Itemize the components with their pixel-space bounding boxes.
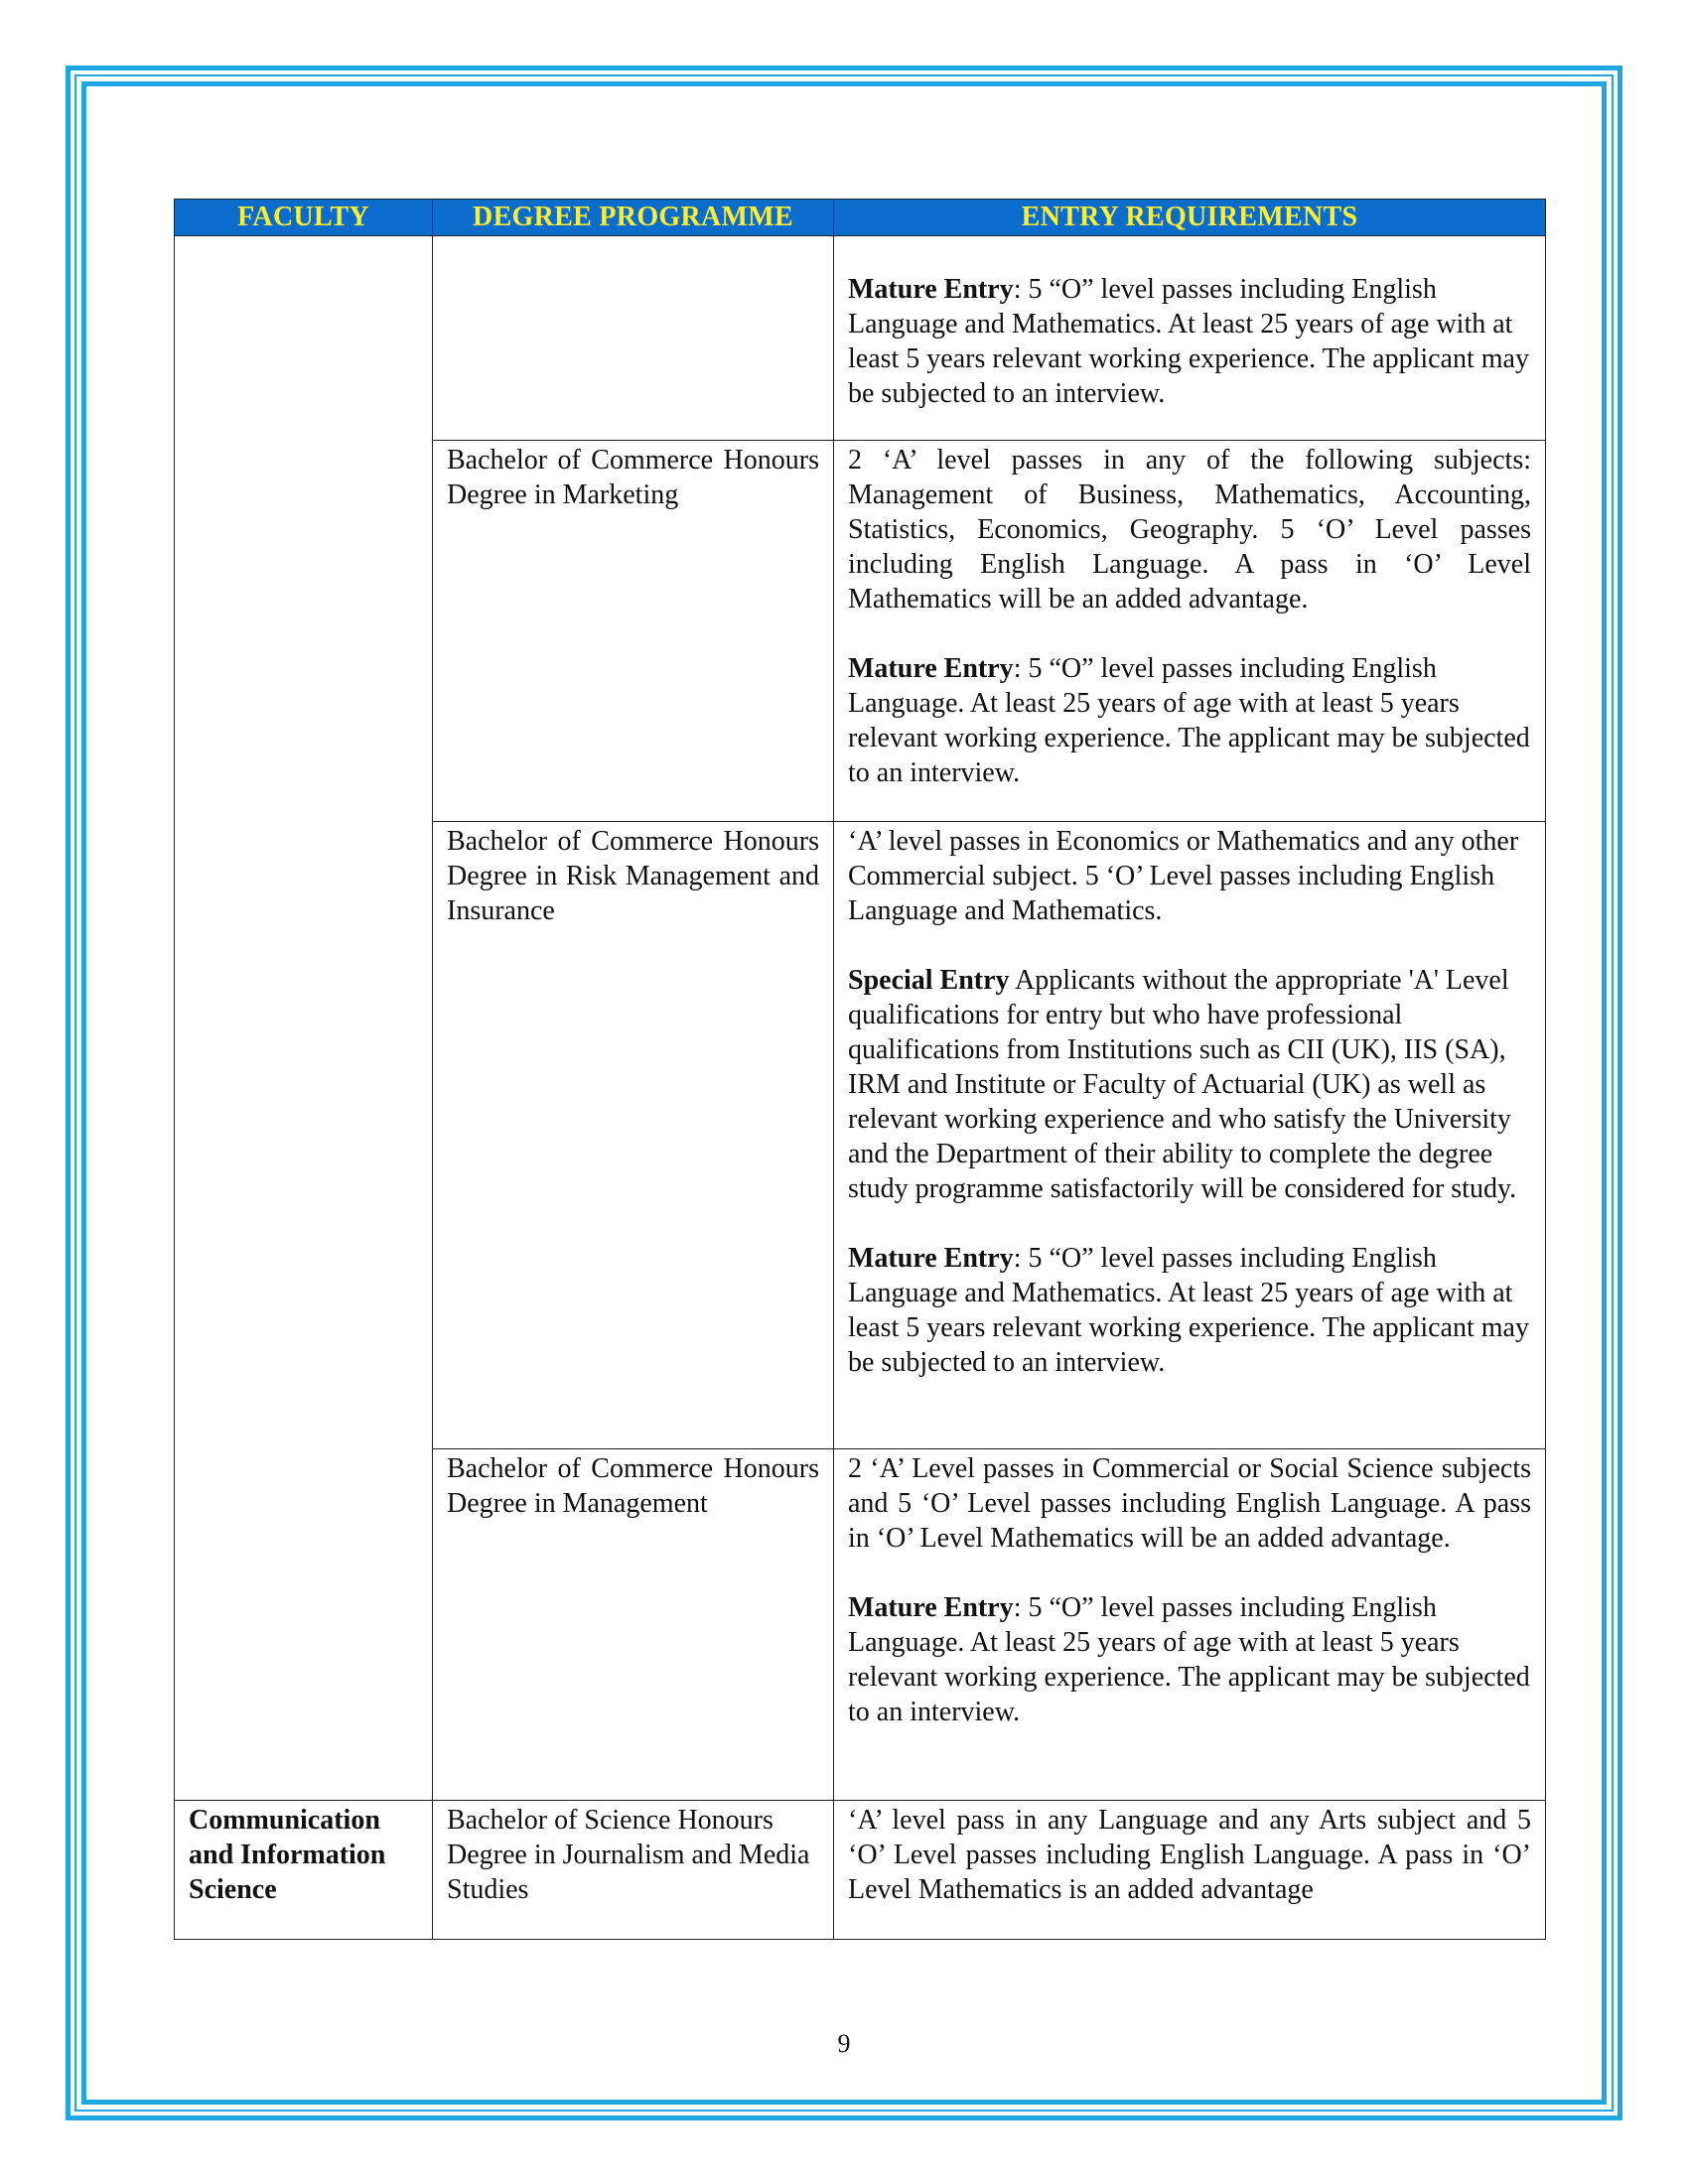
mature-entry-paragraph [848,1590,1531,1729]
special-entry-text: Applicants without the appropriate 'A' Level qualifications for entry but who have professional qualifications from Institutions such as CII (UK), IIS (SA), IRM and Institute or Faculty of Actuarial (UK) as well as relevant working experience and who satisfy the University and the Department of their ability to complete the degree study programme satisfactorily will be considered for study. [848,965,1517,1204]
mature-entry-label: Mature Entry [848,274,1014,305]
programme-cell [433,1449,834,1801]
mature-entry-label: Mature Entry [848,1592,1014,1623]
special-entry-paragraph [848,963,1531,1206]
faculty-cell [175,236,433,1801]
faculty-cell [175,1801,433,1940]
requirements-cell [834,236,1546,441]
programme-name: Bachelor of Science Honours Degree in Journalism and Media Studies [447,1805,810,1905]
header-entry-requirements: ENTRY REQUIREMENTS [834,200,1546,236]
requirement-paragraph: ‘A’ level pass in any Language and any Arts subject and 5 ‘O’ Level passes including English Language. A pass in ‘O’ Level Mathematics is an added advantage [848,1805,1531,1905]
mature-entry-paragraph [848,1241,1531,1380]
programme-cell [433,236,834,441]
mature-entry-text: : 5 “O” level passes including English Language and Mathematics. At least 25 years of age with at least 5 years relevant working experience. The applicant may be subjected to an interview. [848,1243,1529,1378]
header-degree-programme: DEGREE PROGRAMME [433,200,834,236]
requirements-cell [834,822,1546,1449]
mature-entry-label: Mature Entry [848,653,1014,684]
programme-name: Bachelor of Commerce Honours Degree in Marketing [447,445,819,510]
requirements-cell [834,441,1546,822]
programme-cell [433,822,834,1449]
requirements-cell [834,1449,1546,1801]
page-number: 9 [837,2029,851,2058]
requirements-cell [834,1801,1546,1940]
programme-cell [433,1801,834,1940]
table-row [175,236,1546,441]
programme-cell [433,441,834,822]
programme-name: Bachelor of Commerce Honours Degree in Risk Management and Insurance [447,826,819,926]
requirement-paragraph: 2 ‘A’ level passes in any of the following subjects: Management of Business, Mathematics, Accounting, Statistics, Economics, Geography. 5 ‘O’ Level passes including English Language. A pass in ‘O’ Level Mathematics will be an added advantage. [848,445,1531,614]
mature-entry-text: : 5 “O” level passes including English Language. At least 25 years of age with at least 5 years relevant working experience. The applicant may be subjected to an interview. [848,1592,1530,1727]
table-header-row [175,200,1546,236]
requirement-paragraph: ‘A’ level passes in Economics or Mathematics and any other Commercial subject. 5 ‘O’ Level passes including English Language and Mathematics. [848,826,1519,926]
programme-name: Bachelor of Commerce Honours Degree in Management [447,1453,819,1519]
faculty-name: Communication and Information Science [189,1805,386,1905]
mature-entry-label: Mature Entry [848,1243,1014,1274]
table-row [175,1801,1546,1940]
mature-entry-paragraph [848,651,1531,790]
mature-entry-paragraph [848,272,1531,411]
entry-requirements-table [174,199,1546,1940]
mature-entry-text: : 5 “O” level passes including English Language and Mathematics. At least 25 years of age with at least 5 years relevant working experience. The applicant may be subjected to an interview. [848,274,1529,409]
mature-entry-text: : 5 “O” level passes including English Language. At least 25 years of age with at least 5 years relevant working experience. The applicant may be subjected to an interview. [848,653,1530,788]
special-entry-label: Special Entry [848,965,1010,996]
header-faculty: FACULTY [175,200,433,236]
requirement-paragraph: 2 ‘A’ Level passes in Commercial or Social Science subjects and 5 ‘O’ Level passes including English Language. A pass in ‘O’ Level Mathematics will be an added advantage. [848,1453,1531,1554]
